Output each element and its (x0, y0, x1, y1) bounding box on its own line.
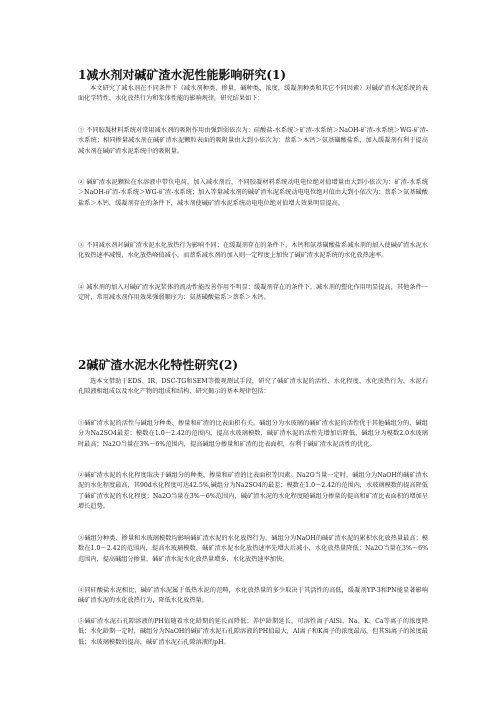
section2-item-5: ⑤碱矿渣水泥石孔隙溶液的PH值随着水化龄期的延长而降低；养护龄期延长，可溶性离子AlSi、Na、K、Ca等离子的浓度降低；水化龄期一定时，碱组分为NaOH的碱矿渣水泥石孔隙溶液的PH值最大，Al离子和K离子的浓度最高，但其Si离子的浓度最低；水玻璃模数的提高，碱矿渣水泥石孔隙溶液的pH。 (78, 618, 428, 646)
section1-item-3: ③ 不同减水剂对碱矿渣水泥水化放热行为影响不同；在缓凝剂存在的条件下，木钙和氨基磺酸盐系减水剂的加入使碱矿渣水泥水化放热速率减慢，水化放热峰值减小，而萘系减水剂的加入则一定程度上加快了碱矿渣水泥系统的水化放热速率。 (78, 242, 428, 260)
section2-item-2: ②碱矿渣水泥的水化程度取决于碱组分的种类、掺量和矿渣的比表面积等因素。Na2O当量一定时，碱组分为NaOH的碱矿渣水泥的水化程度最高，其90d水化程度可达42.5%,碱组分为Na2SO4的最差；模数在1.0～2.42的范围内，水玻璃模数的提高降低了碱矿渣水泥的水化程度；Na2O当量在3%～6%范围内，碱矿渣水泥的水化程度随碱组分掺量的提高和矿渣比表面积的增加呈增长趋势。 (78, 472, 428, 511)
section1-item-2: ② 碱矿渣水泥颗粒在水溶液中带负电荷，加入减水剂后，不同胶凝材料系统动电电位绝对值增量由大到小依次为：矿渣-水系统＞NaOH-矿渣-水系统＞WG-矿渣-水系统；加入等量减水剂的碱矿渣水泥系统动电电位绝对值由大到小依次为：萘系＞氨基磺酸盐系＞木钙，缓凝剂存在的条件下，减水剂使碱矿渣水泥系统动电电位绝对值增大效果明显提高。 (78, 179, 428, 207)
section2-title: 2碱矿渣水泥水化特性研究(2) (78, 358, 239, 372)
section2-item-3: ③碱组分种类、掺量和水玻璃模数均影响碱矿渣水泥的水化放热行为。碱组分为NaOH的碱矿渣水泥的累积水化放热量最高；模数在1.0～2.42的范围内，提高水玻璃模数，碱矿渣水泥水化放热速率先增大后减小，水化放热量降低；Na2O当量在3%～6%范围内，提高碱组分掺量，碱矿渣水泥水化放热量增多，水化放热速率加快。 (78, 535, 428, 563)
section1-item-4: ④ 减水剂的加入对碱矿渣水泥浆体的流动性能改善作用不明显；缓凝剂存在的条件下，减水剂的塑化作用明显提高，其他条件一定时，常用减水剂作用效果强弱顺序为：氨基磺酸盐系＞萘系＞木钙。 (78, 284, 428, 302)
section2-item-1: ①碱矿渣水泥的活性与碱组分种类、掺量和矿渣的比表面积有关。碱组分为水玻璃的碱矿渣水泥的活性优于其他碱组分的，碱组分为Na2SO4最差；模数在1.0～2.42的范围内，提高水玻璃模数，碱矿渣水泥的活性先增加后降低，碱组分为模数2.0水玻璃时最高；Na2O当量在3%～6%范围内，提高碱组分掺量和矿渣的比表面积，有利于碱矿渣水泥活性的优化。 (78, 420, 428, 448)
section1-title: 1减水剂对碱矿渣水泥性能影响研究(1) (78, 68, 287, 82)
section1-intro: 本文研究了减水剂在不同条件下（减水剂种类、掺量，碱种类、浓度，缓凝剂种类和其它不同因素）对碱矿渣水泥系统的表面化学特性、水化放热行为和浆体性能的影响规律。研究结果如下： (78, 85, 428, 103)
section2-item-4: ④同硅酸盐水泥相比，碱矿渣水泥属于低热水泥的范畴，水化放热量的多少取决于其活性的高低，缓凝剂YP-3和PN能显著影响碱矿渣水泥的水化放热行为，降低水化放热量。 (78, 587, 428, 605)
section2-intro: 选本文借助于EDS、IR、DSC-TG和SEM等微观测试手段，研究了碱矿渣水泥的活性、水化程度、水化放热行为、水泥石孔隙液相组成以及水化产物的组成和结构，研究揭示的基本规律包括： (78, 378, 428, 396)
section1-item-1: ① 不同胶凝材料系统对常用减水剂的吸附作用由强到弱依次为：硅酸盐-水系统＞矿渣-水系统＞NaOH-矿渣-水系统＞WG-矿渣-水系统；相同掺量减水剂在碱矿渣水泥颗粒表面的吸附量由大到小依次为：萘系＞木钙＞氨基磺酸盐系，加入缓凝剂有利于提高减水剂在碱矿渣水泥系统中的吸附量。 (78, 127, 428, 155)
